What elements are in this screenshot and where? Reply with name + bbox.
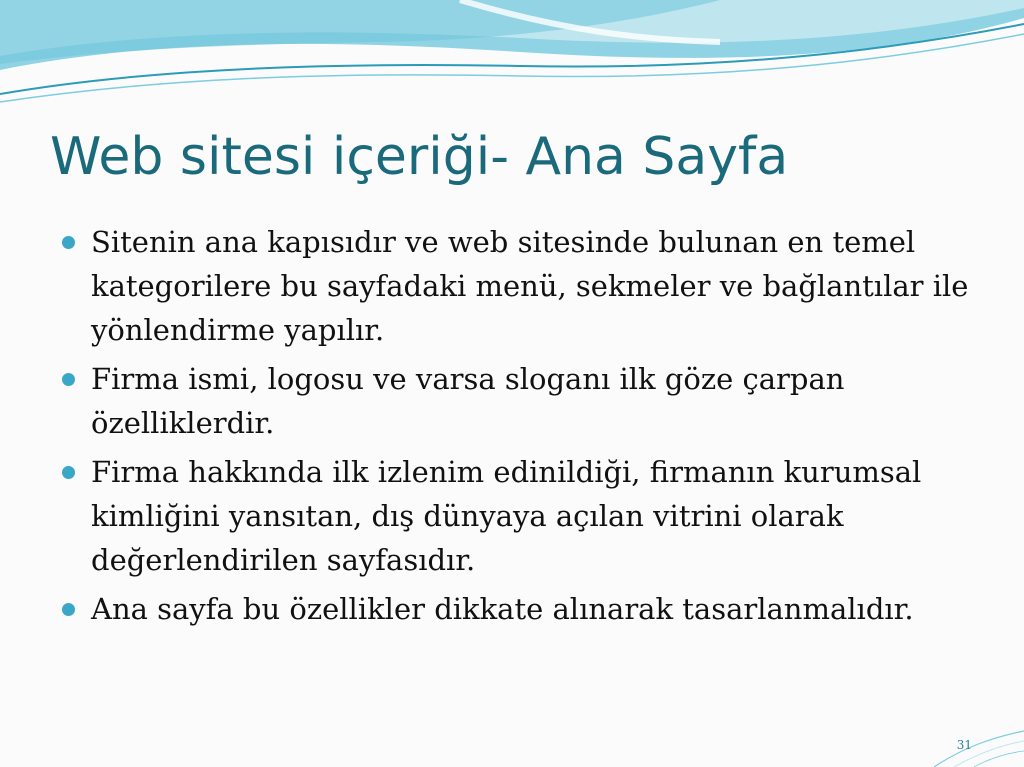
bullet-dot-icon [62, 466, 75, 479]
bullet-text: Sitenin ana kapısıdır ve web sitesinde bulunan en temel kategorilere bu sayfadaki menü, sekmeler ve bağlantılar ile yönlendirme yapılır. [91, 225, 969, 347]
bullet-item [62, 220, 982, 352]
top-wave-decoration [0, 0, 1024, 120]
page-number: 31 [956, 738, 972, 752]
bullet-text: Firma ismi, logosu ve varsa sloganı ilk göze çarpan özelliklerdir. [91, 362, 845, 440]
bullet-text: Ana sayfa bu özellikler dikkate alınarak tasarlanmalıdır. [91, 592, 914, 626]
bullet-text: Firma hakkında ilk izlenim edinildiği, firmanın kurumsal kimliğini yansıtan, dış dünyaya açılan vitrini olarak değerlendirilen sayfasıdır. [91, 455, 922, 577]
bullet-item [62, 587, 982, 631]
bullet-item [62, 357, 982, 445]
bullet-list [62, 220, 982, 636]
slide-title: Web sitesi içeriği- Ana Sayfa [50, 127, 789, 187]
bullet-dot-icon [62, 603, 75, 616]
bottom-corner-decoration [884, 687, 1024, 767]
bullet-dot-icon [62, 236, 75, 249]
bullet-dot-icon [62, 373, 75, 386]
bullet-item [62, 450, 982, 582]
